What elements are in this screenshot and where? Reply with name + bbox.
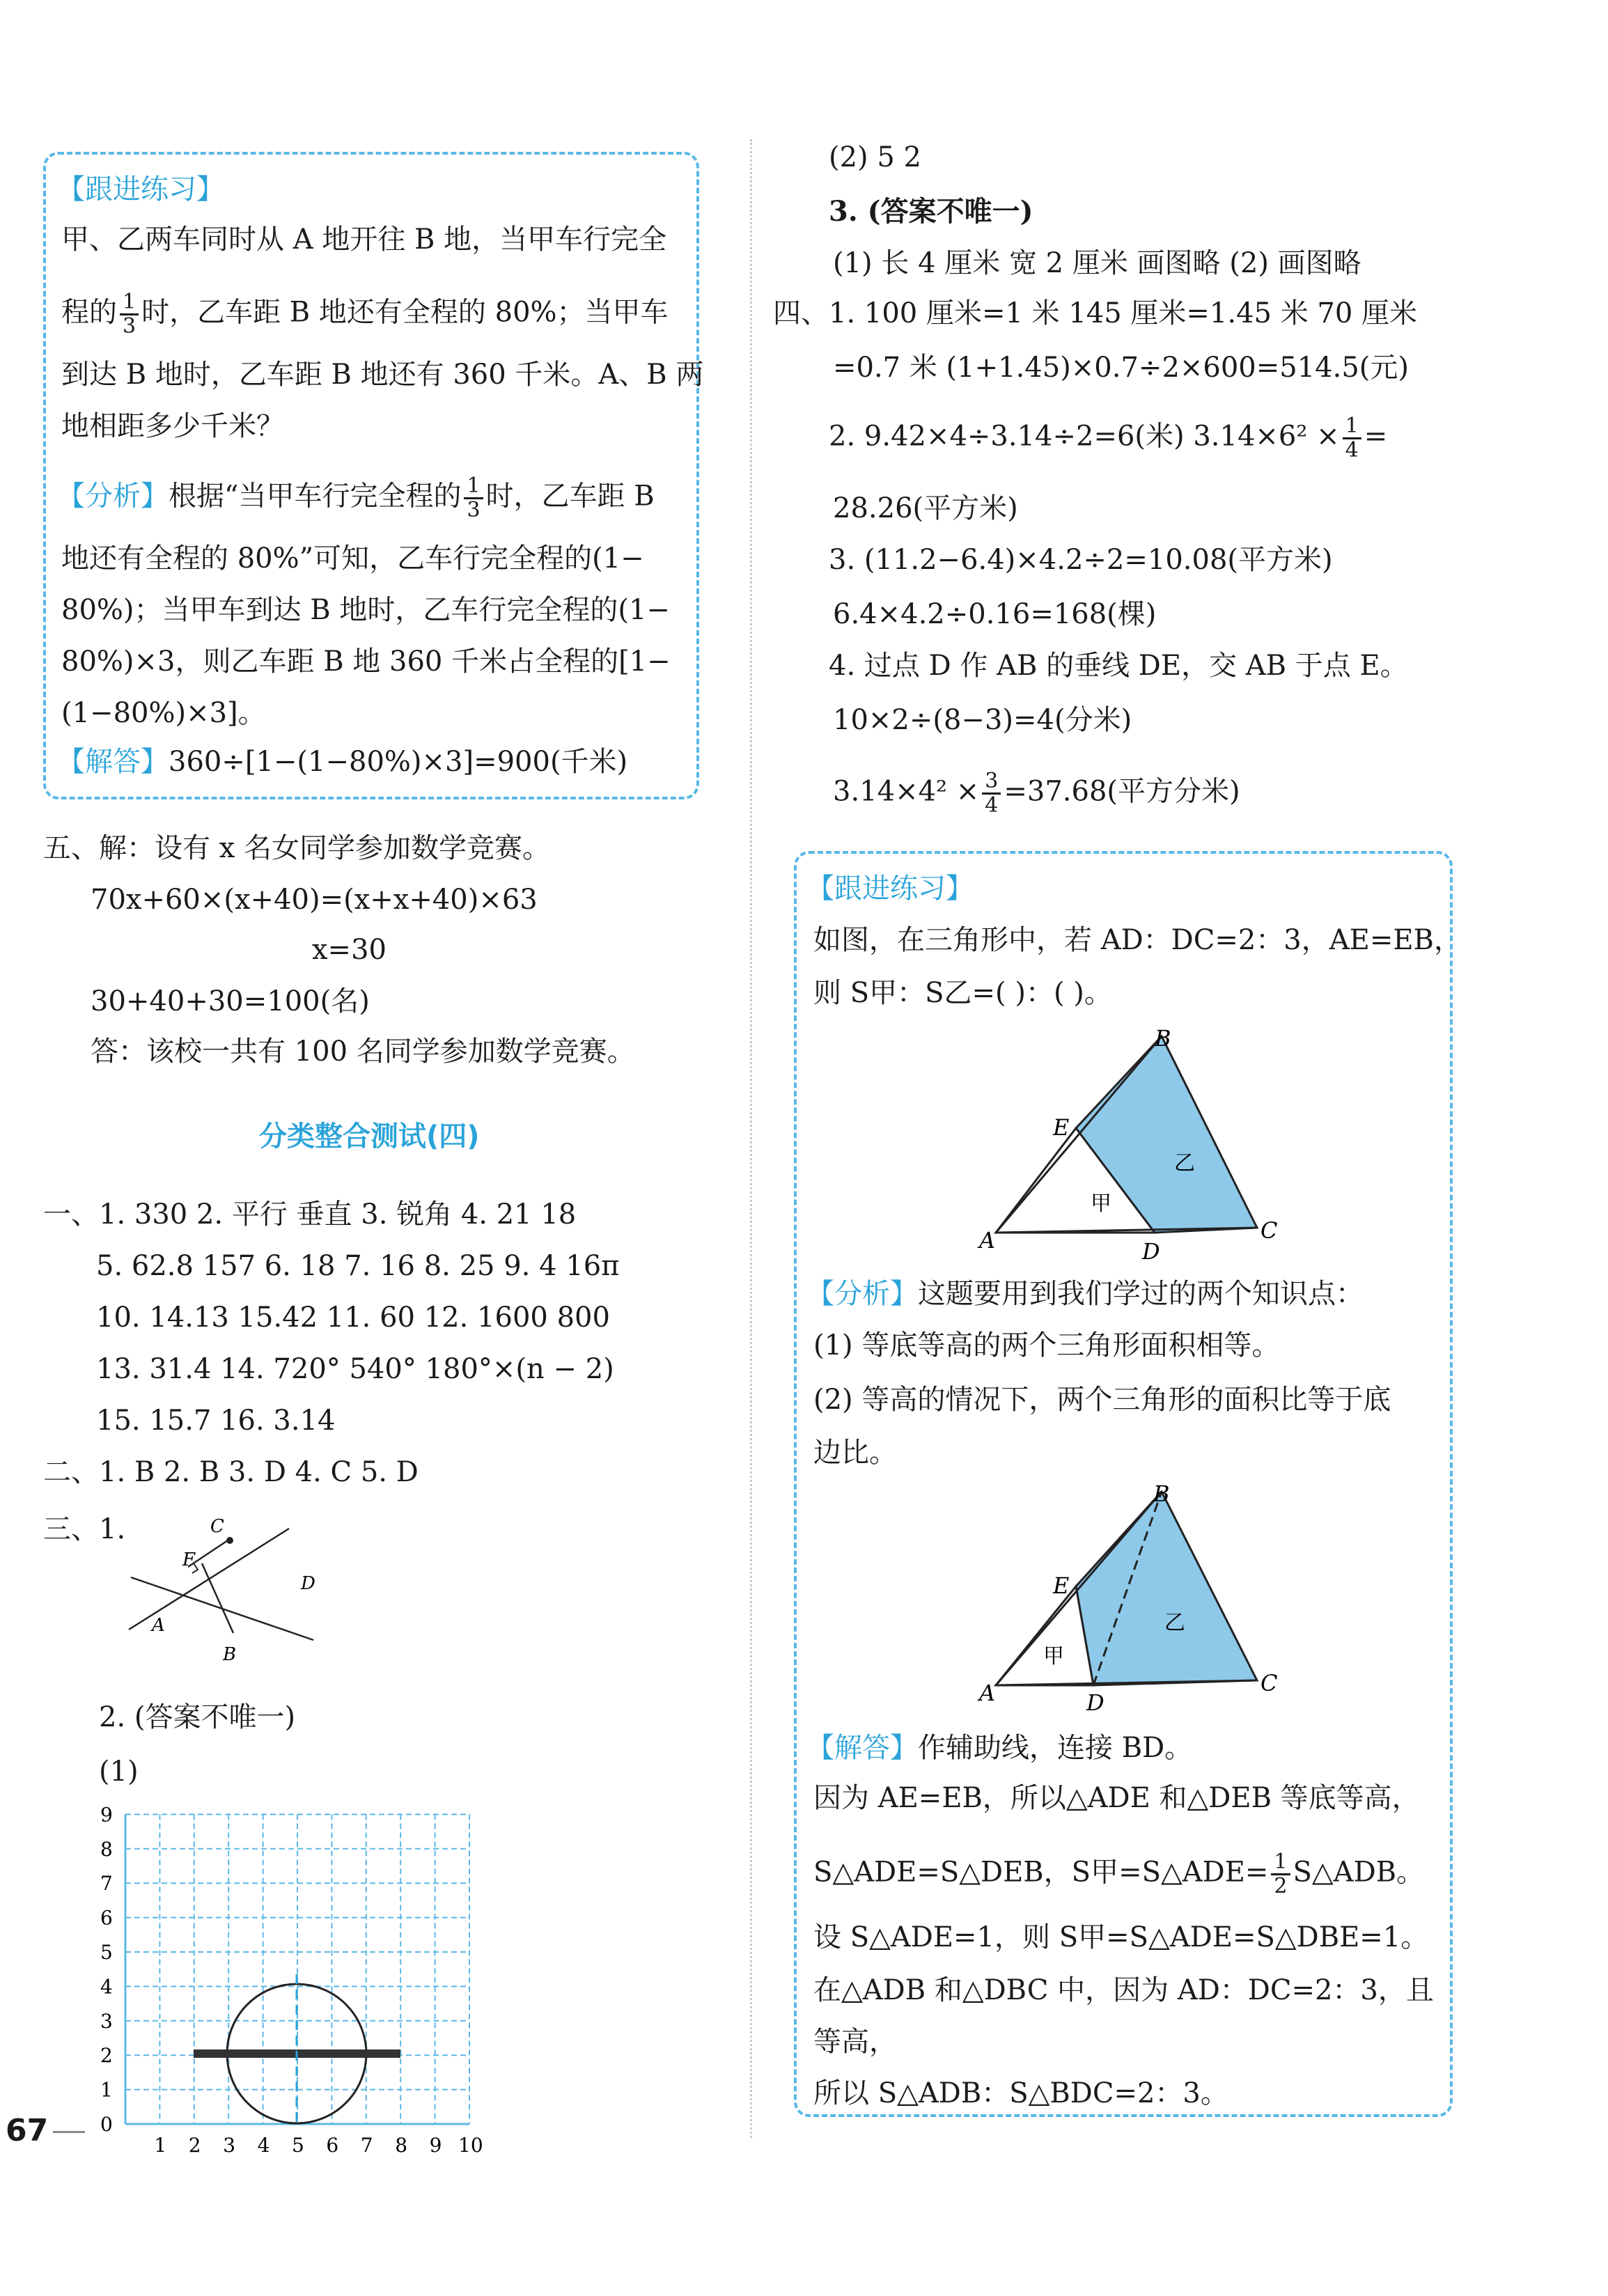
page-number-rule (53, 2131, 85, 2133)
question-line-4: 地相距多少千米？ (61, 410, 284, 442)
right-box-line-1: 如图，在三角形中，若 AD：DC=2：3，AE=EB， (813, 924, 1462, 956)
tri1-label-c: C (1260, 1217, 1278, 1244)
triangle-figure-2 (968, 1476, 1288, 1713)
right-line-8: 3. (11.2−6.4)×4.2÷2=10.08(平方米) (829, 544, 1333, 576)
tri1-label-jia: 甲 (1091, 1192, 1111, 1216)
tri2-label-c: C (1260, 1670, 1278, 1696)
grid-x-tick: 10 (458, 2134, 483, 2157)
tri2-label-d: D (1086, 1689, 1104, 1713)
tri1-label-b: B (1155, 1025, 1171, 1052)
grid-y-tick: 0 (100, 2113, 113, 2136)
right-line-1: (2) 5 2 (829, 141, 921, 173)
grid-y-tick: 3 (100, 2009, 113, 2033)
grid-y-tick: 8 (100, 1837, 113, 1861)
right-answer-line-6: 等高， (813, 2026, 897, 2058)
perpendicular-figure (118, 1511, 341, 1671)
label-c: C (210, 1516, 224, 1537)
right-line-9: 6.4×4.2÷0.16=168(棵) (833, 598, 1157, 630)
fraction-one-half: $\frac{1}{2}$ (1271, 1851, 1290, 1898)
right-practice-tag: 【跟进练习】 (806, 873, 974, 905)
right-answer-line-1: 【解答】作辅助线，连接 BD。 (806, 1732, 1193, 1764)
grid-y-tick: 1 (100, 2078, 113, 2102)
practice-tag: 【跟进练习】 (57, 173, 224, 205)
grid-figure (84, 1797, 501, 2159)
right-line-12: 3.14×4² × $\frac{3}{4}$ =37.68(平方分米) (833, 769, 1240, 818)
section-five-line-2: 70x+60×(x+40)=(x+x+40)×63 (91, 884, 538, 916)
label-d: D (301, 1573, 315, 1594)
right-analysis-line-1: 【分析】这题要用到我们学过的两个知识点： (806, 1278, 1364, 1310)
analysis-line-3: 80%)；当甲车到达 B 地时，乙车行完全程的(1− (61, 594, 670, 626)
right-answer-line-3: S△ADE=S△DEB，S甲=S△ADE= $\frac{1}{2}$ S△ADB。 (813, 1850, 1425, 1898)
triangle-figure-1 (968, 1024, 1288, 1260)
grid-y-tick: 6 (100, 1906, 113, 1930)
answers-one-line-2: 5. 62.8 157 6. 18 7. 16 8. 25 9. 4 16π (96, 1250, 620, 1282)
answers-one-line-5: 15. 15.7 16. 3.14 (96, 1405, 336, 1437)
tri1-label-e: E (1053, 1114, 1070, 1141)
grid-x-tick: 8 (395, 2134, 408, 2157)
right-analysis-line-3: (2) 等高的情况下，两个三角形的面积比等于底 (813, 1384, 1391, 1416)
answers-one-line-4: 13. 31.4 14. 720° 540° 180°×(n − 2) (96, 1353, 614, 1385)
tri2-label-b: B (1153, 1481, 1170, 1507)
grid-x-tick: 1 (154, 2134, 167, 2157)
label-a: A (152, 1615, 165, 1636)
column-divider (750, 139, 752, 2138)
tri1-label-yi: 乙 (1174, 1151, 1195, 1176)
fraction-three-quarters: $\frac{3}{4}$ (982, 770, 1001, 817)
grid-x-tick: 3 (223, 2134, 236, 2157)
analysis-line-4: 80%)×3，则乙车距 B 地 360 千米占全程的[1− (61, 646, 671, 678)
grid-y-tick: 5 (100, 1941, 113, 1964)
right-analysis-line-4: 边比。 (813, 1437, 897, 1469)
right-line-4: 四、1. 100 厘米=1 米 145 厘米=1.45 米 70 厘米 (773, 297, 1418, 329)
tri2-label-jia: 甲 (1043, 1644, 1064, 1669)
label-b: B (223, 1644, 237, 1665)
answer-line: 【解答】360÷[1−(1−80%)×3]=900(千米) (57, 746, 628, 778)
right-line-3: (1) 长 4 厘米 宽 2 厘米 画图略 (2) 画图略 (833, 247, 1361, 279)
analysis-line-5: (1−80%)×3]。 (61, 697, 266, 729)
right-line-10: 4. 过点 D 作 AB 的垂线 DE，交 AB 于点 E。 (829, 650, 1408, 682)
answers-two: 二、1. B 2. B 3. D 4. C 5. D (43, 1456, 419, 1488)
point-c (226, 1537, 233, 1544)
right-answer-line-7: 所以 S△ADB：S△BDC=2：3。 (813, 2077, 1228, 2109)
right-line-5: =0.7 米 (1+1.45)×0.7÷2×600=514.5(元) (833, 352, 1409, 384)
tri2-label-yi: 乙 (1164, 1611, 1185, 1635)
q2-label: 2. (答案不唯一) (99, 1701, 296, 1733)
grid-x-tick: 9 (429, 2134, 442, 2157)
section-five-line-3: x=30 (312, 934, 387, 966)
grid-x-tick: 5 (292, 2134, 304, 2157)
page-number: 67 (6, 2113, 49, 2148)
right-answer-line-5: 在△ADB 和△DBC 中，因为 AD：DC=2：3，且 (813, 1974, 1434, 2006)
grid-x-tick: 6 (326, 2134, 339, 2157)
grid-y-tick: 4 (100, 1975, 113, 1999)
tri1-label-a: A (979, 1227, 996, 1254)
question-line-3: 到达 B 地时，乙车距 B 地还有 360 千米。A、B 两 (61, 359, 704, 391)
grid-y-tick: 7 (100, 1872, 113, 1896)
right-box-line-2: 则 S甲：S乙=( )：( )。 (813, 977, 1112, 1009)
right-line-11: 10×2÷(8−3)=4(分米) (833, 704, 1132, 736)
answers-three-label: 三、1. (43, 1513, 126, 1545)
section-five-line-4: 30+40+30=100(名) (91, 985, 370, 1017)
right-line-7: 28.26(平方米) (833, 492, 1018, 524)
section-five-line-1: 五、解：设有 x 名女同学参加数学竞赛。 (43, 832, 550, 864)
right-answer-line-4: 设 S△ADE=1，则 S甲=S△ADE=S△DBE=1。 (813, 1921, 1429, 1953)
fraction-one-quarter: $\frac{1}{4}$ (1343, 415, 1361, 462)
question-line-1: 甲、乙两车同时从 A 地开往 B 地，当甲车行完全 (61, 224, 667, 256)
answers-one-line-3: 10. 14.13 15.42 11. 60 12. 1600 800 (96, 1302, 610, 1334)
section-title: 分类整合测试(四) (259, 1120, 480, 1153)
grid-y-tick: 2 (100, 2044, 113, 2068)
tri1-label-d: D (1142, 1238, 1160, 1260)
region-yi-2 (1076, 1492, 1257, 1685)
label-f: F (182, 1549, 196, 1570)
section-five-line-5: 答：该校一共有 100 名同学参加数学竞赛。 (91, 1036, 635, 1068)
grid-x-tick: 4 (257, 2134, 270, 2157)
answers-one-line-1: 一、1. 330 2. 平行 垂直 3. 锐角 4. 21 18 (43, 1198, 577, 1231)
fraction-one-third: $\frac{1}{3}$ (120, 291, 139, 338)
grid-y-tick: 9 (100, 1803, 113, 1827)
tri2-label-e: E (1053, 1572, 1070, 1599)
analysis-line-1: 【分析】根据“当甲车行完全程的 $\frac{1}{3}$ 时，乙车距 B (57, 474, 655, 522)
q2-sub-label: (1) (99, 1756, 139, 1788)
right-analysis-line-2: (1) 等底等高的两个三角形面积相等。 (813, 1329, 1280, 1361)
grid-x-tick: 2 (188, 2134, 201, 2157)
right-answer-line-2: 因为 AE=EB，所以△ADE 和△DEB 等底等高， (813, 1782, 1420, 1814)
tri2-label-a: A (979, 1680, 996, 1706)
right-line-6: 2. 9.42×4÷3.14÷2=6(米) 3.14×6² × $\frac{1}{4}$ = (829, 414, 1388, 462)
right-line-2: 3. (答案不唯一) (829, 195, 1033, 228)
fraction-one-third: $\frac{1}{3}$ (464, 475, 483, 522)
grid-x-tick: 7 (360, 2134, 373, 2157)
question-line-2: 程的 $\frac{1}{3}$ 时，乙车距 B 地还有全程的 80%；当甲车 (61, 290, 669, 338)
region-jia-2 (996, 1586, 1093, 1685)
analysis-line-2: 地还有全程的 80%”可知，乙车行完全程的(1− (61, 542, 644, 575)
